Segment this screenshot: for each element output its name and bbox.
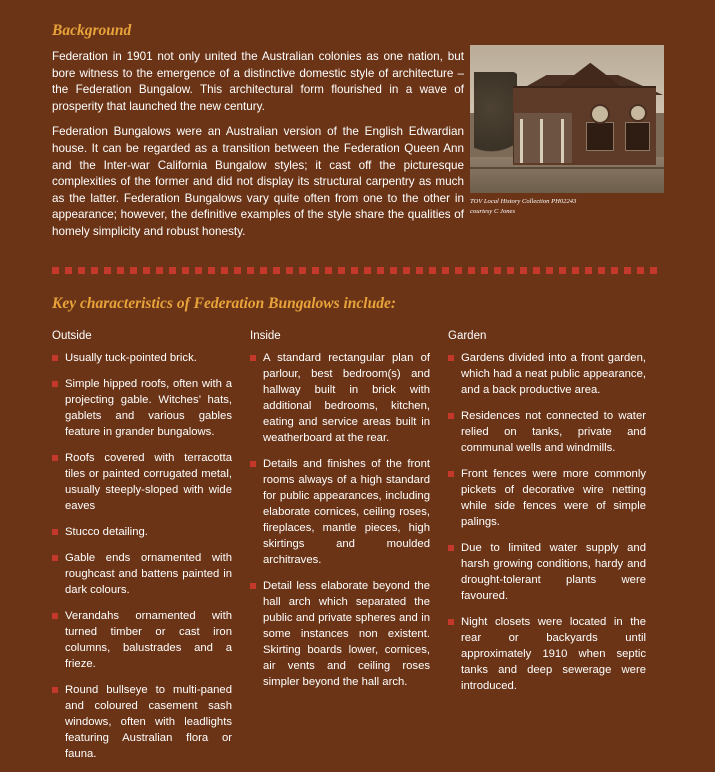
list-item: Round bullseye to multi-paned and coloured casement sash windows, often with leadlights featuring Australian flora or fauna. — [52, 682, 232, 762]
list-item: Residences not connected to water relied on tanks, private and communal wells and windmills. — [448, 408, 646, 456]
list-item: Front fences were more commonly pickets of decorative wire netting while side fences were of simple palings. — [448, 466, 646, 530]
list-item: Roofs covered with terracotta tiles or painted corrugated metal, usually steeply-sloped with wide eaves — [52, 450, 232, 514]
background-body — [52, 49, 464, 241]
federation-bungalow-photograph — [470, 45, 664, 193]
photo-verandah-column — [540, 119, 543, 163]
list-item: Simple hipped roofs, often with a projecting gable. Witches’ hats, gablets and various gables feature in grander bungalows. — [52, 376, 232, 440]
characteristics-columns — [52, 330, 665, 772]
decorative-square-divider — [52, 267, 665, 274]
photo-verandah-column — [561, 119, 564, 163]
garden-list — [448, 350, 646, 695]
photo-tree — [474, 72, 517, 164]
list-item: Stucco detailing. — [52, 524, 232, 540]
list-item: Detail less elaborate beyond the hall arch which separated the public and private spheres and in some instances non existent. Skirting boards lower, cornices, air vents and ceiling roses simpler beyond the hall arch. — [250, 578, 430, 690]
column-title-inside: Inside — [250, 329, 281, 342]
outside-list — [52, 350, 232, 763]
list-item: Gardens divided into a front garden, which had a neat public appearance, and a back productive area. — [448, 350, 646, 398]
photo-window — [625, 122, 650, 151]
background-heading: Background — [52, 22, 132, 39]
column-inside — [250, 330, 448, 772]
column-garden — [448, 330, 646, 772]
list-item: Usually tuck-pointed brick. — [52, 350, 232, 366]
list-item: Night closets were located in the rear or backyards until approximately 1910 when septic tanks and deep sewerage were introduced. — [448, 614, 646, 694]
list-item: Details and finishes of the front rooms always of a high standard for public appearances, including elaborate cornices, ceiling roses, fireplaces, mantle pieces, high skirtings and moulded architraves. — [250, 456, 430, 568]
photo-caption — [470, 197, 664, 217]
key-characteristics-heading: Key characteristics of Federation Bungalows include: — [52, 294, 397, 312]
photo-caption-line-1: TOV Local History Collection PH02243 — [470, 198, 577, 205]
column-title-garden: Garden — [448, 329, 487, 342]
list-item: Verandahs ornamented with turned timber or cast iron columns, balustrades and a frieze. — [52, 608, 232, 672]
list-item: A standard rectangular plan of parlour, best bedroom(s) and hallway built in brick with additional bedrooms, kitchen, eating and service areas built in weatherboard at the rear. — [250, 350, 430, 446]
background-paragraph-1: Federation in 1901 not only united the Australian colonies as one nation, but bore witness to the emergence of a distinctive domestic style of architecture – the Federation Bungalow. This architectural form flourished in a wave of prosperity that launched the new century. — [52, 50, 464, 113]
list-item: Due to limited water supply and harsh growing conditions, hardy and drought-tolerant plants were favoured. — [448, 540, 646, 604]
column-outside — [52, 330, 250, 772]
photo-verandah-column — [520, 119, 523, 163]
inside-list — [250, 350, 430, 691]
list-item: Gable ends ornamented with roughcast and battens painted in dark colours. — [52, 550, 232, 598]
photo-caption-line-2: courtesy C Jones — [470, 207, 516, 215]
background-paragraph-2: Federation Bungalows were an Australian version of the English Edwardian house. It can be regarded as a transition between the Federation Queen Ann and the Inter-war California Bungalow styles; it cast off the picturesque complexities of the former and did not display its structural carpentry as much as the latter. Federation Bungalows vary quite often from one to the other in appearance; however, the definitive examples of the style share the qualities of homely simplicity and robust honesty. — [52, 125, 464, 239]
photo-figure — [470, 45, 664, 217]
column-title-outside: Outside — [52, 329, 92, 342]
photo-window — [586, 122, 613, 151]
photo-fence — [470, 167, 664, 169]
